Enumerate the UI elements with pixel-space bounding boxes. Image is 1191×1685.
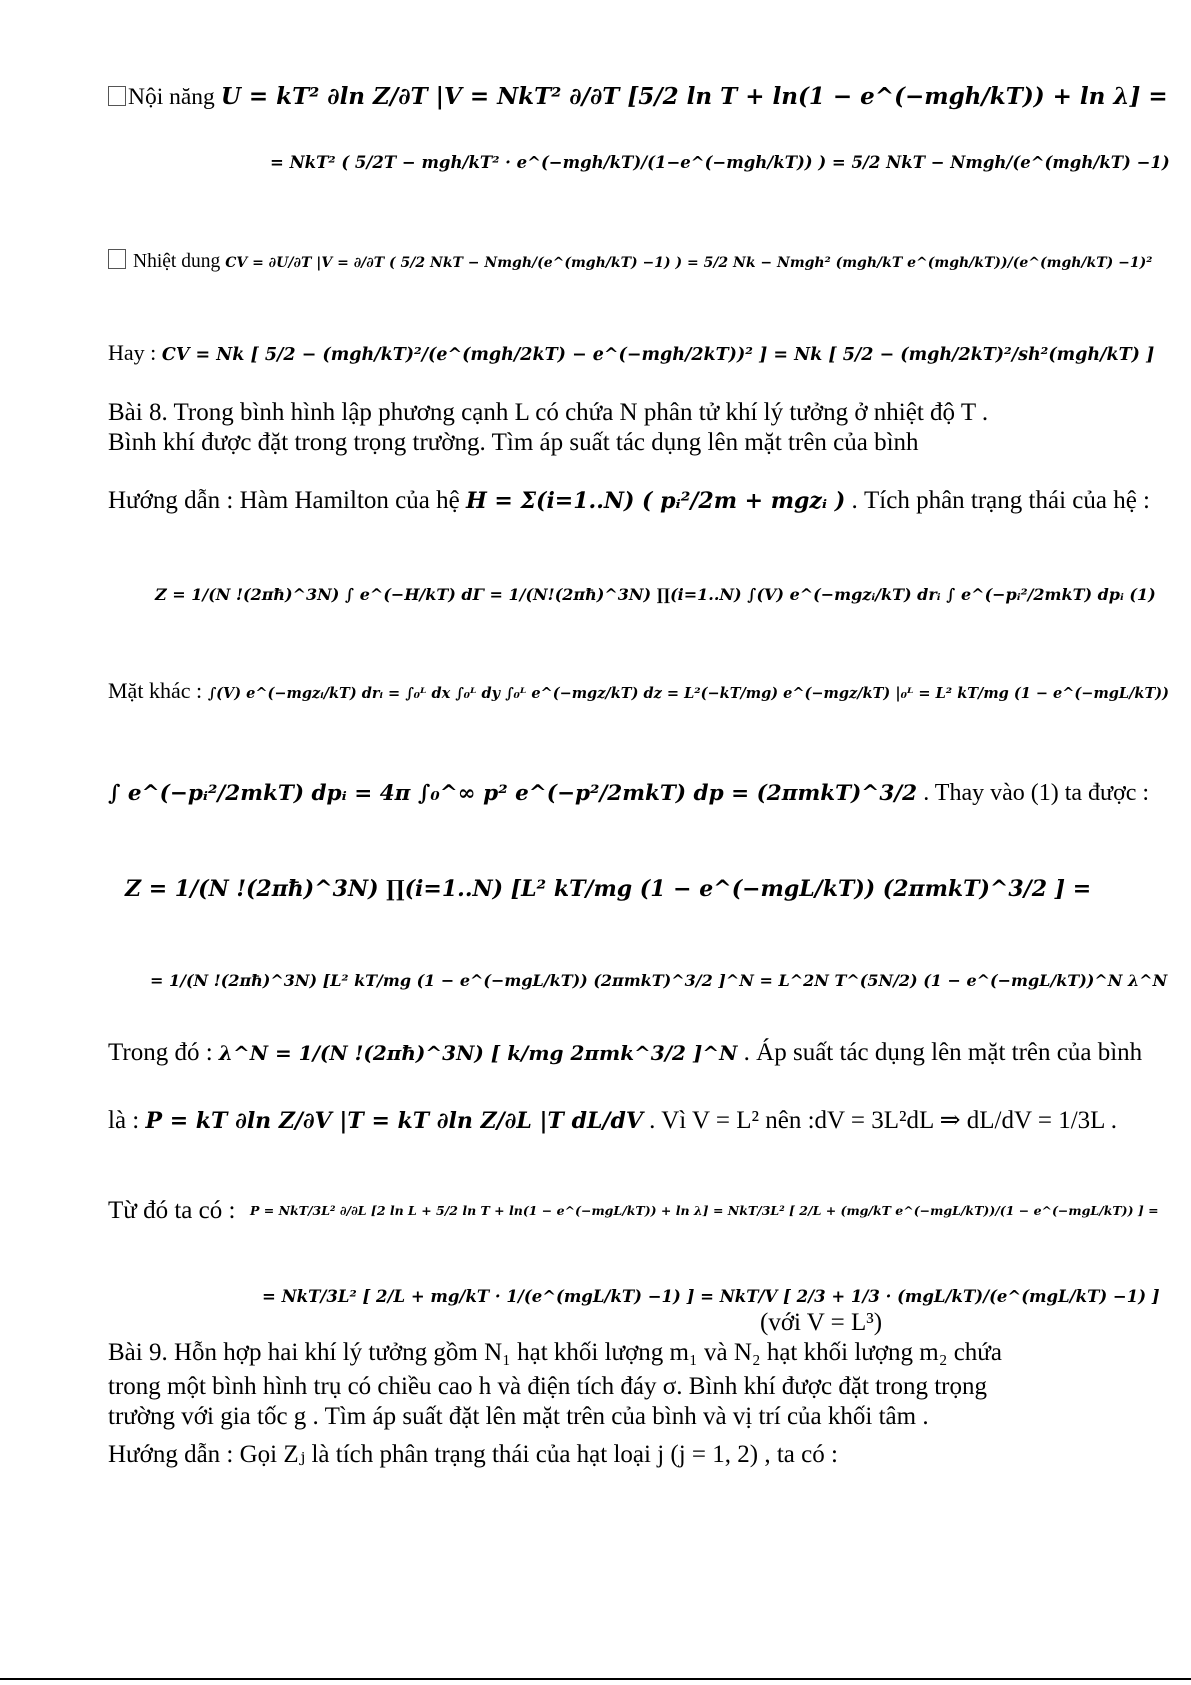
trong-do-line [108,1038,1142,1068]
mat-khac-label: Mặt khác : [108,678,203,703]
hay-line [108,338,1154,370]
hay-equation: CV = Nk [ 5/2 − (mgh/kT)²/(e^(mgh/2kT) − e^(−mgh/2kT))² ] = Nk [ 5/2 − (mgh/2kT)²/sh²(mgh/kT) ] [161,345,1155,365]
voi-v-text: (với V = L³) [760,1309,883,1336]
bai8-line-1: Bài 8. Trong bình hình lập phương cạnh L có chứa N phân tử khí lý tưởng ở nhiệt độ T . [108,399,989,426]
vi-text: . Vì V = L² nên :dV = 3L²dL ⇒ dL/dV = 1/3L . [649,1107,1117,1134]
trong-do-label: Trong đó : [108,1039,213,1066]
pressure-line-3 [262,1280,1160,1312]
bai8-line-2: Bình khí được đặt trong trọng trường. Tìm áp suất tác dụng lên mặt trên của bình [108,429,919,456]
bai9-line-2: trong một bình hình trụ có chiều cao h và điện tích đáy σ. Bình khí được đặt trong trọng [108,1373,987,1400]
hamilton-equation: H = Σ(i=1..N) ( pᵢ²/2m + mgzᵢ ) [465,488,846,514]
z-equation-2: Z = 1/(N !(2πħ)^3N) ∏(i=1..N) [L² kT/mg (1 − e^(−mgL/kT)) (2πmkT)^3/2 ] = [125,876,1092,902]
pressure-equation: P = kT ∂ln Z/∂V |T = kT ∂ln Z/∂L |T dL/dV [145,1108,643,1134]
footer-rule [0,1678,1191,1680]
hay-label: Hay : [108,340,157,365]
mat-khac-line [108,676,1169,709]
noi-nang-line [108,82,1168,112]
tu-do-label: Từ đó ta có : [108,1197,236,1224]
huong-dan-2-line: Hướng dẫn : Gọi Zⱼ là tích phân trạng thái của hạt loại j (j = 1, 2) , ta có : [108,1441,838,1468]
noi-nang-label: Nội năng [128,84,215,110]
momentum-line [108,778,1149,809]
nhiet-dung-equation: CV = ∂U/∂T |V = ∂/∂T ( 5/2 NkT − Nmgh/(e^(mgh/kT) −1) ) = 5/2 Nk − Nmgh² (mgh/kT e^(mgh/kT))/(e^(mgh/kT) −1)² [225,255,1153,271]
tu-do-line [108,1196,235,1226]
z-equation-1: Z = 1/(N !(2πħ)^3N) ∫ e^(−H/kT) dΓ = 1/(N!(2πħ)^3N) ∏(i=1..N) ∫(V) e^(−mgzᵢ/kT) drᵢ ∫ e^(−pᵢ²/2mkT) dpᵢ (1) [155,585,1156,604]
pressure-equation-2: P = NkT/3L² ∂/∂L [2 ln L + 5/2 ln T + ln(1 − e^(−mgL/kT)) + ln λ] = NkT/3L² [ 2/L + (mg/kT e^(−mgL/kT))/(1 − e^(−mgL/kT)) ] = [250,1203,1159,1218]
tich-phan-label: . Tích phân trạng thái của hệ : [851,487,1150,514]
nhiet-dung-label: Nhiệt dung [133,251,221,272]
noi-nang-equation-2: = NkT² ( 5/2T − mgh/kT² · e^(−mgh/kT)/(1−e^(−mgh/kT)) ) = 5/2 NkT − Nmgh/(e^(mgh/kT) −1) [270,153,1170,172]
nhiet-dung-line [108,246,1152,278]
la-label: là : [108,1107,140,1134]
la-line [108,1106,1117,1136]
thay-vao-text: . Thay vào (1) ta được : [923,780,1150,806]
bullet-box-icon [108,249,126,269]
pressure-equation-3: = NkT/3L² [ 2/L + mg/kT · 1/(e^(mgL/kT) −1) ] = NkT/V [ 2/3 + 1/3 · (mgL/kT)/(e^(mgL/kT) −1) ] [262,1287,1160,1306]
hamilton-line [108,486,1150,516]
bai9-line-3: trường với gia tốc g . Tìm áp suất đặt lên mặt trên của bình và vị trí của khối tâm . [108,1403,929,1430]
huong-dan-label: Hướng dẫn : Hàm Hamilton của hệ [108,487,460,514]
bullet-box-icon [108,86,126,106]
z-equation-3: = 1/(N !(2πħ)^3N) [L² kT/mg (1 − e^(−mgL/kT)) (2πmkT)^3/2 ]^N = L^2N T^(5N/2) (1 − e^(−mgL/kT))^N λ^N [150,971,1168,990]
noi-nang-equation: U = kT² ∂ln Z/∂T |V = NkT² ∂/∂T [5/2 ln T + ln(1 − e^(−mgh/kT)) + ln λ] = [220,83,1168,110]
ap-suat-text: . Áp suất tác dụng lên mặt trên của bình [743,1039,1143,1066]
lambda-equation: λ^N = 1/(N !(2πħ)^3N) [ k/mg 2πmk^3/2 ]^N [218,1041,738,1065]
mat-khac-equation: ∫(V) e^(−mgzᵢ/kT) drᵢ = ∫₀ᴸ dx ∫₀ᴸ dy ∫₀ᴸ e^(−mgz/kT) dz = L²(−kT/mg) e^(−mgz/kT) |₀ᴸ = L² kT/mg (1 − e^(−mgL/kT)) [207,685,1169,702]
momentum-equation: ∫ e^(−pᵢ²/2mkT) dpᵢ = 4π ∫₀^∞ p² e^(−p²/2mkT) dp = (2πmkT)^3/2 [108,781,918,806]
bai9-line-1: Bài 9. Hỗn hợp hai khí lý tưởng gồm N₁ hạt khối lượng m₁ và N₂ hạt khối lượng m₂ chứa [108,1339,1002,1366]
